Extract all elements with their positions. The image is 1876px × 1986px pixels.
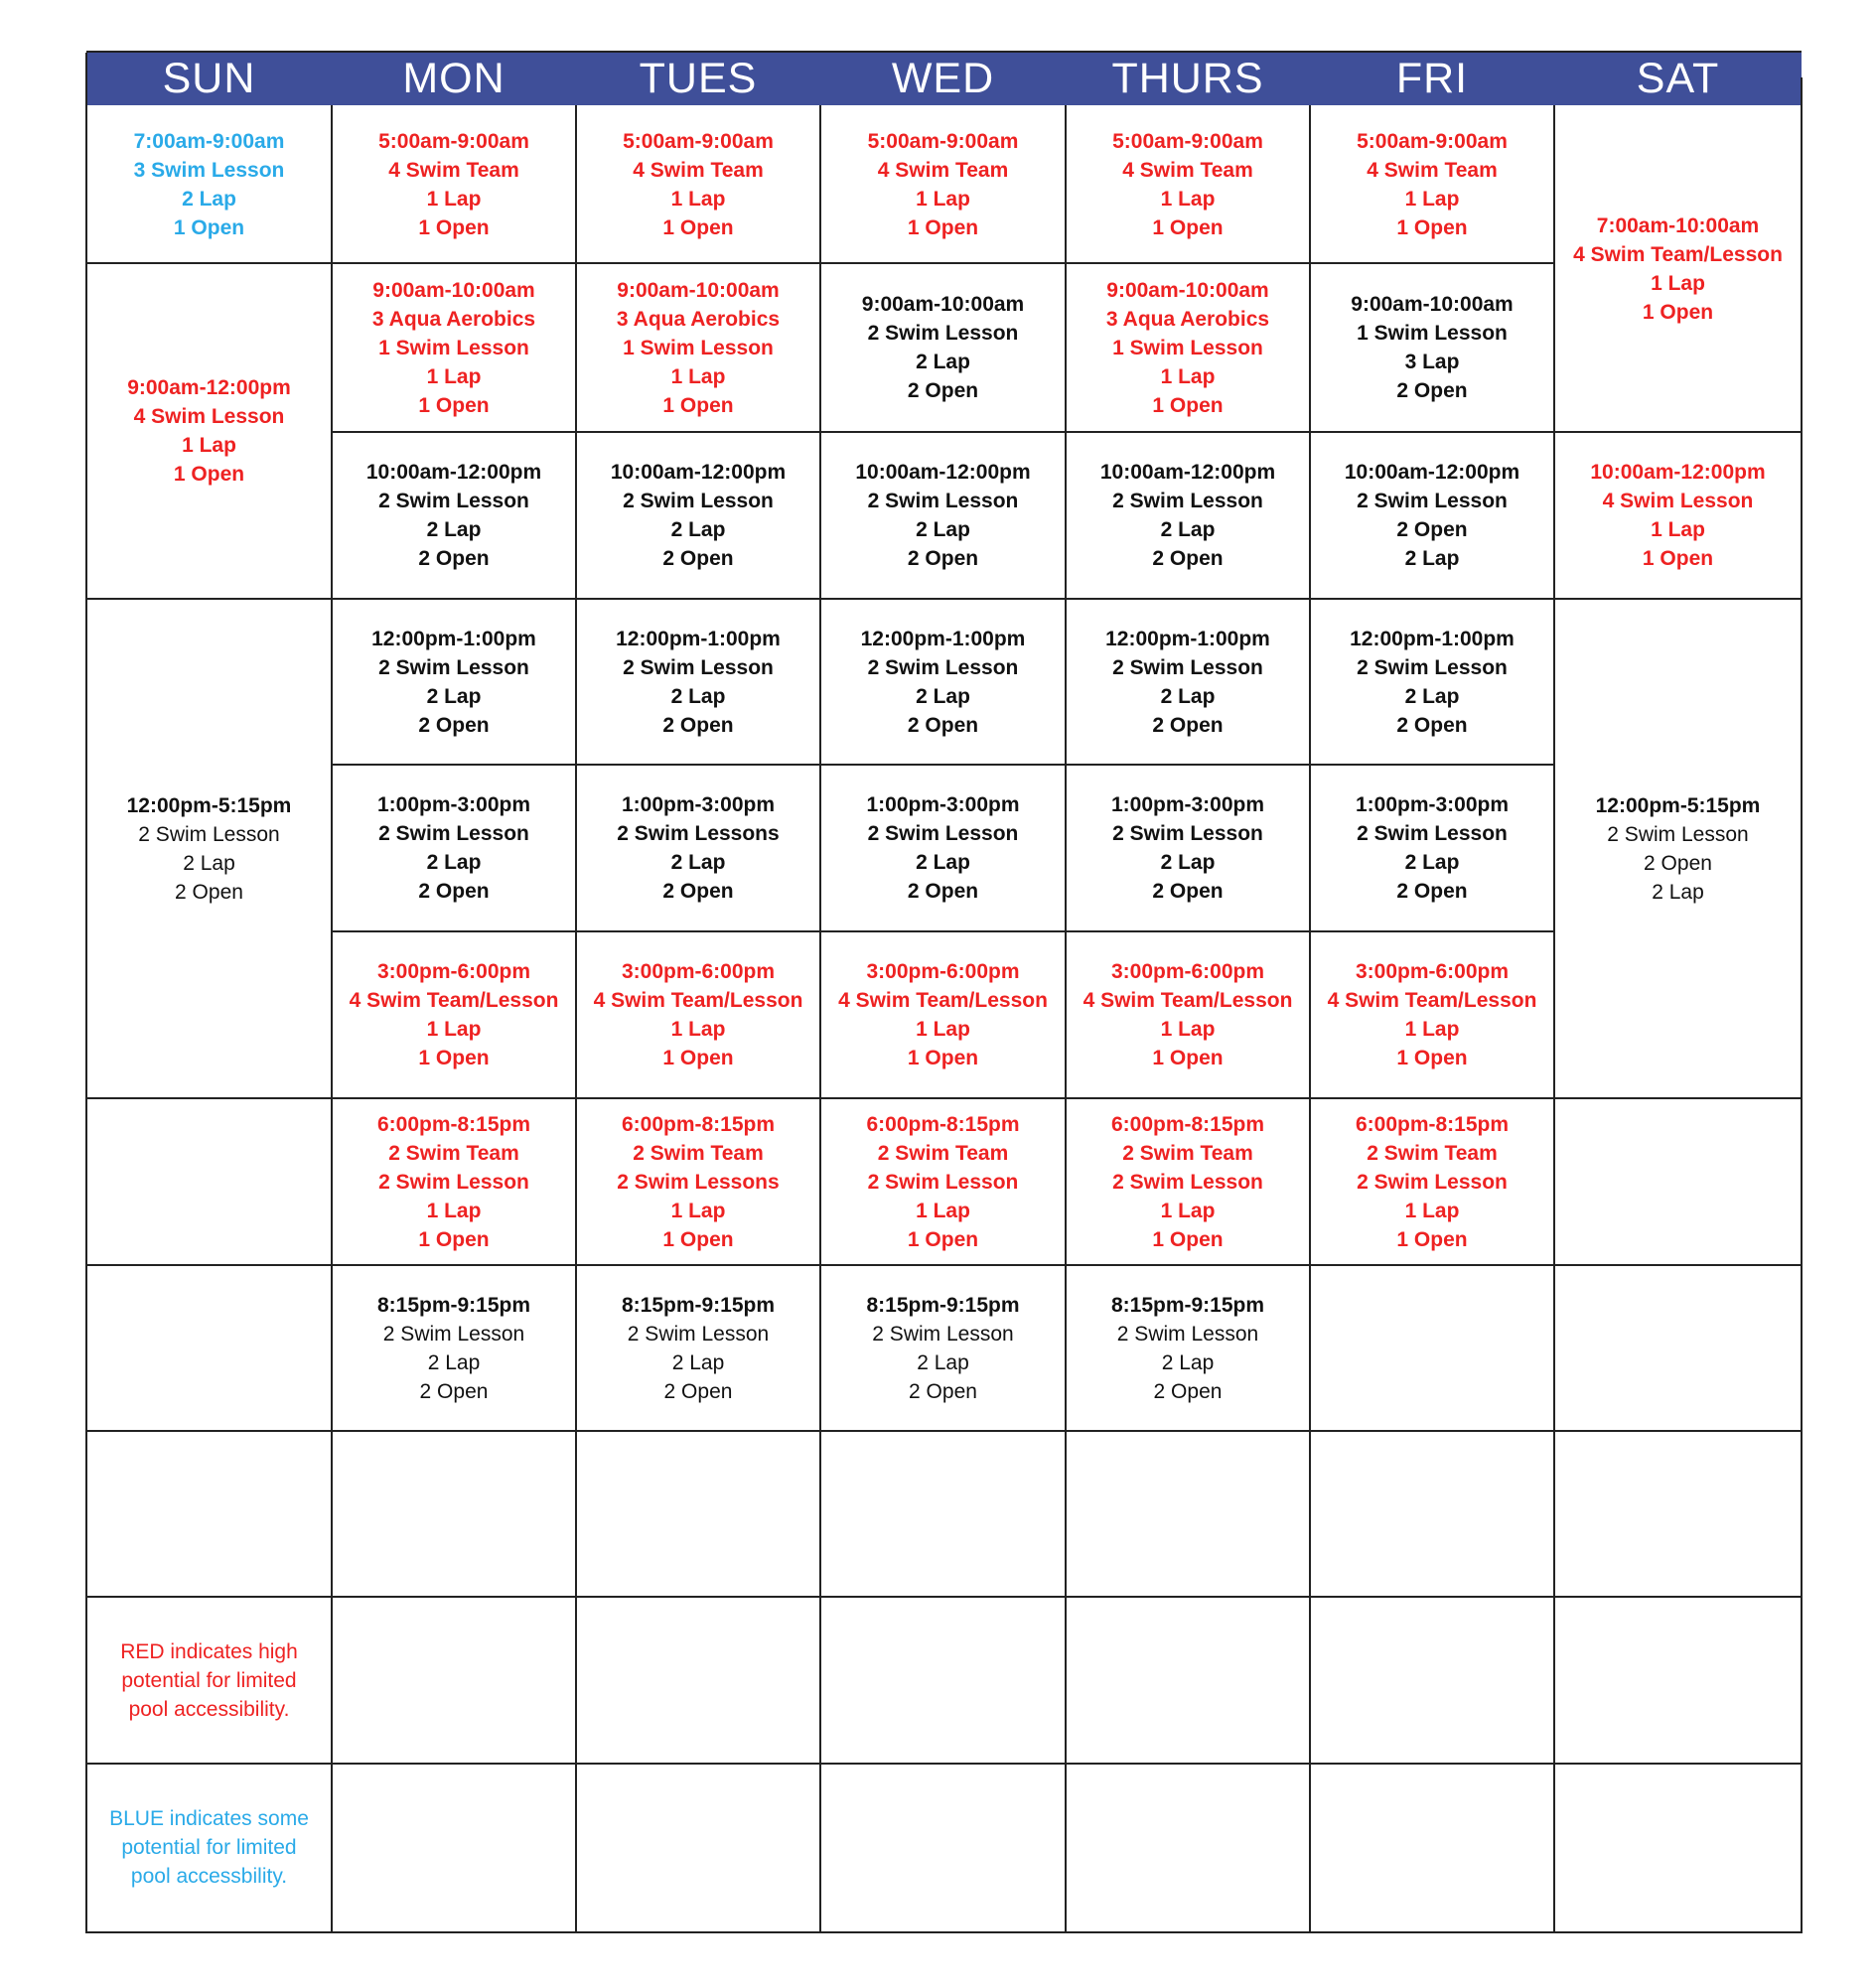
col-line-0 (85, 53, 87, 1933)
slot-time: 12:00pm-5:15pm (1595, 793, 1761, 817)
row-line-9 (86, 1596, 1802, 1598)
slot-detail: 2 Open (907, 379, 979, 402)
slot-detail: 4 Swim Lesson (133, 405, 285, 428)
slot-detail: 2 Lap (916, 684, 970, 708)
slot-time: 8:15pm-9:15pm (866, 1293, 1020, 1317)
slot-time: 6:00pm-8:15pm (1355, 1112, 1510, 1136)
slot-wed-12pm (820, 599, 1066, 765)
slot-detail: 2 Lap (426, 684, 482, 708)
slot-detail: 2 Lap (670, 684, 726, 708)
slot-detail: 2 Swim Lesson (378, 822, 529, 845)
slot-detail: 1 Open (662, 1227, 734, 1251)
slot-wed-5am (820, 105, 1066, 263)
slot-time: 9:00am-10:00am (1351, 293, 1514, 316)
slot-detail: 2 Lap (1404, 684, 1460, 708)
slot-thu-1pm (1066, 765, 1310, 931)
slot-detail: 2 Open (663, 1379, 733, 1403)
slot-fri-3pm (1310, 931, 1554, 1098)
slot-detail: 1 Open (1152, 1227, 1224, 1251)
slot-detail: 2 Swim Lesson (1112, 655, 1263, 679)
slot-wed-10am (820, 432, 1066, 599)
slot-detail: 2 Open (907, 713, 979, 737)
slot-detail: 1 Lap (1651, 271, 1705, 295)
slot-time: 3:00pm-6:00pm (866, 960, 1020, 983)
row-line-8 (86, 1430, 1802, 1432)
slot-detail: 2 Swim Team (633, 1141, 764, 1165)
slot-detail: 2 Open (419, 1379, 489, 1403)
slot-detail: 4 Swim Team/Lesson (1573, 242, 1783, 266)
header-mon: MON (332, 53, 576, 105)
col-line-4 (1065, 105, 1067, 1933)
slot-detail: 1 Lap (670, 1018, 726, 1041)
slot-detail: 2 Lap (1652, 880, 1704, 904)
slot-detail: 2 Swim Lesson (1116, 1322, 1259, 1346)
slot-detail: 2 Open (418, 547, 490, 570)
slot-detail: 1 Swim Lesson (623, 336, 774, 359)
slot-detail: 1 Lap (1160, 1199, 1216, 1222)
legend-red-note: RED indicates high potential for limited pool accessibility. (120, 1639, 298, 1721)
slot-sat-7am (1554, 105, 1802, 432)
slot-time: 9:00am-10:00am (372, 278, 535, 302)
slot-time: 10:00am-12:00pm (855, 461, 1031, 484)
slot-mon-10am (332, 432, 576, 599)
slot-wed-6pm (820, 1098, 1066, 1265)
slot-time: 6:00pm-8:15pm (376, 1112, 531, 1136)
header-wed: WED (820, 53, 1066, 105)
slot-detail: 2 Lap (1160, 518, 1216, 541)
slot-detail: 2 Swim Lesson (1112, 822, 1263, 845)
slot-detail: 2 Open (418, 880, 490, 903)
slot-detail: 2 Open (1644, 851, 1712, 875)
slot-tue-9am (576, 263, 820, 432)
slot-thu-10am (1066, 432, 1310, 599)
slot-detail: 1 Open (907, 1227, 979, 1251)
slot-time: 1:00pm-3:00pm (621, 793, 776, 816)
slot-detail: 2 Swim Lesson (138, 822, 280, 846)
slot-time: 6:00pm-8:15pm (1110, 1112, 1265, 1136)
slot-detail: 2 Open (1152, 713, 1224, 737)
slot-thu-3pm (1066, 931, 1310, 1098)
slot-time: 3:00pm-6:00pm (1110, 960, 1265, 983)
row-line-6 (86, 1097, 1802, 1099)
row-line-3 (86, 598, 1802, 600)
slot-detail: 1 Swim Lesson (1357, 322, 1508, 345)
slot-detail: 2 Lap (1160, 851, 1216, 874)
slot-detail: 3 Swim Lesson (133, 158, 285, 182)
slot-detail: 4 Swim Team (877, 158, 1009, 182)
slot-time: 10:00am-12:00pm (1590, 461, 1766, 484)
slot-detail: 4 Swim Team/Lesson (1327, 989, 1537, 1012)
slot-time: 1:00pm-3:00pm (1355, 793, 1510, 816)
slot-tue-1pm (576, 765, 820, 931)
slot-detail: 1 Swim Lesson (1112, 336, 1263, 359)
slot-detail: 2 Lap (917, 1350, 969, 1374)
slot-detail: 2 Swim Team (1367, 1141, 1498, 1165)
slot-time: 5:00am-9:00am (867, 129, 1019, 153)
slot-detail: 1 Lap (1160, 1018, 1216, 1041)
slot-time: 12:00pm-1:00pm (371, 627, 536, 650)
slot-detail: 2 Open (175, 880, 243, 904)
slot-detail: 1 Open (418, 393, 490, 417)
slot-detail: 1 Lap (1404, 1199, 1460, 1222)
slot-fri-6pm (1310, 1098, 1554, 1265)
slot-time: 10:00am-12:00pm (610, 461, 787, 484)
slot-time: 1:00pm-3:00pm (1110, 793, 1265, 816)
slot-detail: 2 Swim Lesson (378, 1170, 529, 1194)
slot-detail: 2 Swim Lesson (1357, 1170, 1508, 1194)
slot-detail: 2 Lap (183, 851, 235, 875)
slot-detail: 2 Open (1152, 880, 1224, 903)
col-line-3 (819, 105, 821, 1933)
slot-time: 7:00am-9:00am (133, 129, 285, 153)
slot-detail: 2 Swim Lesson (1607, 822, 1749, 846)
slot-detail: 2 Lap (916, 518, 970, 541)
slot-detail: 4 Swim Team/Lesson (838, 989, 1048, 1012)
bottom-border (86, 1931, 1802, 1933)
slot-detail: 2 Swim Lesson (378, 655, 529, 679)
slot-time: 1:00pm-3:00pm (866, 793, 1020, 816)
slot-detail: 3 Aqua Aerobics (371, 307, 536, 331)
col-line-6 (1553, 105, 1555, 1933)
slot-detail: 4 Swim Team/Lesson (593, 989, 803, 1012)
slot-detail: 1 Open (1152, 215, 1224, 239)
slot-detail: 1 Lap (916, 187, 970, 211)
slot-thu-815pm (1066, 1265, 1310, 1431)
slot-time: 10:00am-12:00pm (365, 461, 542, 484)
col-line-5 (1309, 105, 1311, 1933)
col-line-1 (331, 105, 333, 1933)
slot-time: 5:00am-9:00am (623, 129, 774, 153)
slot-sun-9am (86, 263, 332, 599)
slot-time: 12:00pm-1:00pm (860, 627, 1026, 650)
slot-detail: 2 Open (662, 880, 734, 903)
slot-time: 9:00am-10:00am (861, 293, 1025, 316)
slot-detail: 2 Open (1396, 880, 1468, 903)
slot-wed-1pm (820, 765, 1066, 931)
slot-detail: 2 Lap (182, 187, 236, 211)
slot-detail: 2 Swim Lesson (1357, 490, 1508, 512)
row-line-5 (332, 930, 1554, 932)
slot-detail: 2 Swim Lesson (867, 822, 1019, 845)
slot-detail: 1 Open (418, 1227, 490, 1251)
slot-fri-1pm (1310, 765, 1554, 931)
slot-detail: 4 Swim Team (1122, 158, 1253, 182)
slot-detail: 1 Open (418, 1047, 490, 1069)
slot-detail: 2 Lap (916, 851, 970, 874)
slot-wed-3pm (820, 931, 1066, 1098)
slot-detail: 1 Open (662, 1047, 734, 1069)
slot-detail: 1 Lap (182, 434, 236, 457)
slot-detail: 1 Open (173, 215, 245, 239)
slot-detail: 1 Lap (426, 1018, 482, 1041)
slot-detail: 1 Lap (1160, 364, 1216, 388)
slot-detail: 2 Swim Lesson (867, 655, 1019, 679)
slot-detail: 2 Swim Lesson (1357, 822, 1508, 845)
row-line-mon-sat-2 (332, 431, 1802, 433)
slot-detail: 1 Lap (670, 187, 726, 211)
slot-detail: 2 Open (662, 547, 734, 570)
row-line-10 (86, 1763, 1802, 1765)
slot-mon-1pm (332, 765, 576, 931)
slot-detail: 2 Open (909, 1379, 977, 1403)
slot-time: 12:00pm-1:00pm (1350, 627, 1515, 650)
slot-time: 5:00am-9:00am (1112, 129, 1263, 153)
header-fri: FRI (1310, 53, 1554, 105)
slot-detail: 2 Open (1396, 518, 1468, 541)
slot-time: 9:00am-10:00am (1106, 278, 1269, 302)
slot-detail: 4 Swim Team/Lesson (1082, 989, 1293, 1012)
slot-time: 3:00pm-6:00pm (376, 960, 531, 983)
slot-detail: 2 Open (1153, 1379, 1223, 1403)
slot-time: 10:00am-12:00pm (1099, 461, 1276, 484)
slot-detail: 4 Swim Lesson (1602, 490, 1754, 512)
slot-time: 6:00pm-8:15pm (621, 1112, 776, 1136)
slot-detail: 2 Swim Lesson (867, 1170, 1019, 1194)
slot-time: 10:00am-12:00pm (1344, 461, 1520, 484)
slot-tue-3pm (576, 931, 820, 1098)
header-tue: TUES (576, 53, 820, 105)
slot-wed-815pm (820, 1265, 1066, 1431)
slot-detail: 2 Swim Lesson (378, 490, 529, 512)
slot-time: 1:00pm-3:00pm (376, 793, 531, 816)
slot-time: 8:15pm-9:15pm (1110, 1293, 1265, 1317)
slot-detail: 2 Swim Lessons (617, 822, 780, 845)
slot-mon-12pm (332, 599, 576, 765)
slot-sun-12pm (86, 599, 332, 1098)
row-line-4 (332, 764, 1554, 766)
slot-tue-12pm (576, 599, 820, 765)
slot-detail: 2 Swim Lesson (1357, 655, 1508, 679)
slot-detail: 2 Swim Lesson (623, 490, 774, 512)
slot-detail: 1 Open (1152, 1047, 1224, 1069)
slot-mon-3pm (332, 931, 576, 1098)
slot-fri-5am (1310, 105, 1554, 263)
slot-time: 5:00am-9:00am (378, 129, 529, 153)
slot-detail: 1 Lap (426, 187, 482, 211)
slot-detail: 2 Lap (670, 518, 726, 541)
slot-wed-9am (820, 263, 1066, 432)
slot-mon-6pm (332, 1098, 576, 1265)
slot-detail: 1 Open (418, 215, 490, 239)
slot-thu-9am (1066, 263, 1310, 432)
slot-fri-9am (1310, 263, 1554, 432)
legend-blue-note: BLUE indicates some potential for limited pool accessbility. (109, 1806, 309, 1888)
slot-detail: 1 Open (173, 463, 245, 486)
slot-mon-5am (332, 105, 576, 263)
slot-detail: 1 Open (662, 215, 734, 239)
header-sun: SUN (86, 53, 332, 105)
slot-detail: 1 Lap (1160, 187, 1216, 211)
slot-detail: 2 Swim Lesson (623, 655, 774, 679)
top-border (86, 51, 1802, 53)
row-line-sun-fri-1 (86, 262, 1554, 264)
slot-detail: 1 Open (907, 215, 979, 239)
slot-detail: 1 Open (1642, 547, 1714, 570)
slot-detail: 2 Swim Lesson (627, 1322, 770, 1346)
slot-detail: 1 Lap (916, 1018, 970, 1041)
slot-detail: 1 Open (907, 1047, 979, 1069)
slot-detail: 3 Aqua Aerobics (1105, 307, 1270, 331)
slot-thu-5am (1066, 105, 1310, 263)
slot-detail: 1 Open (1396, 1047, 1468, 1069)
slot-sat-10am (1554, 432, 1802, 599)
header-sat: SAT (1554, 53, 1802, 105)
slot-detail: 1 Lap (426, 364, 482, 388)
slot-detail: 2 Swim Lesson (867, 490, 1019, 512)
slot-detail: 2 Lap (426, 851, 482, 874)
slot-detail: 1 Open (662, 393, 734, 417)
slot-tue-5am (576, 105, 820, 263)
slot-detail: 2 Lap (671, 1350, 725, 1374)
slot-sat-12pm (1554, 599, 1802, 1098)
slot-detail: 2 Lap (1160, 684, 1216, 708)
slot-detail: 2 Swim Lesson (1112, 1170, 1263, 1194)
slot-detail: 2 Open (662, 713, 734, 737)
slot-thu-12pm (1066, 599, 1310, 765)
slot-time: 3:00pm-6:00pm (621, 960, 776, 983)
slot-time: 12:00pm-1:00pm (616, 627, 781, 650)
slot-detail: 1 Lap (1404, 187, 1460, 211)
slot-time: 8:15pm-9:15pm (621, 1293, 776, 1317)
slot-detail: 2 Lap (1404, 851, 1460, 874)
slot-detail: 2 Swim Team (388, 1141, 519, 1165)
slot-time: 9:00am-10:00am (617, 278, 780, 302)
header-thu: THURS (1066, 53, 1310, 105)
slot-detail: 1 Lap (670, 364, 726, 388)
slot-mon-9am (332, 263, 576, 432)
slot-detail: 1 Open (1396, 1227, 1468, 1251)
slot-detail: 1 Open (1642, 300, 1714, 324)
slot-time: 9:00am-12:00pm (127, 376, 291, 399)
slot-detail: 3 Aqua Aerobics (616, 307, 781, 331)
slot-time: 5:00am-9:00am (1357, 129, 1508, 153)
slot-detail: 2 Swim Lesson (382, 1322, 525, 1346)
slot-tue-10am (576, 432, 820, 599)
slot-detail: 4 Swim Team (633, 158, 764, 182)
slot-detail: 2 Lap (670, 851, 726, 874)
slot-detail: 2 Lap (916, 351, 970, 373)
slot-detail: 4 Swim Team (1367, 158, 1498, 182)
slot-time: 7:00am-10:00am (1596, 213, 1760, 237)
slot-detail: 4 Swim Team/Lesson (349, 989, 559, 1012)
slot-detail: 2 Swim Lessons (617, 1170, 780, 1194)
slot-time: 3:00pm-6:00pm (1355, 960, 1510, 983)
slot-detail: 2 Lap (426, 518, 482, 541)
slot-detail: 1 Swim Lesson (378, 336, 529, 359)
slot-detail: 1 Open (1152, 393, 1224, 417)
slot-detail: 4 Swim Team (388, 158, 519, 182)
slot-detail: 1 Lap (1651, 518, 1705, 541)
slot-time: 12:00pm-5:15pm (126, 793, 292, 817)
slot-mon-815pm (332, 1265, 576, 1431)
col-line-7 (1801, 77, 1803, 1933)
slot-tue-6pm (576, 1098, 820, 1265)
slot-time: 12:00pm-1:00pm (1105, 627, 1270, 650)
slot-detail: 2 Open (418, 713, 490, 737)
slot-detail: 2 Lap (1404, 547, 1460, 570)
slot-detail: 1 Lap (916, 1199, 970, 1222)
slot-detail: 2 Lap (427, 1350, 481, 1374)
row-line-7 (86, 1264, 1802, 1266)
slot-detail: 2 Open (1152, 547, 1224, 570)
slot-detail: 2 Swim Lesson (867, 322, 1019, 345)
slot-detail: 3 Lap (1404, 351, 1460, 373)
col-line-2 (575, 105, 577, 1933)
slot-detail: 2 Swim Team (1122, 1141, 1253, 1165)
slot-detail: 2 Swim Lesson (872, 1322, 1014, 1346)
slot-detail: 2 Swim Team (877, 1141, 1009, 1165)
slot-time: 8:15pm-9:15pm (376, 1293, 531, 1317)
slot-detail: 2 Open (907, 547, 979, 570)
slot-fri-10am (1310, 432, 1554, 599)
slot-sun-7am (86, 105, 332, 263)
slot-detail: 2 Open (1396, 713, 1468, 737)
slot-detail: 2 Lap (1161, 1350, 1215, 1374)
slot-detail: 1 Lap (1404, 1018, 1460, 1041)
slot-tue-815pm (576, 1265, 820, 1431)
slot-detail: 2 Open (1396, 379, 1468, 402)
slot-detail: 1 Lap (426, 1199, 482, 1222)
slot-fri-12pm (1310, 599, 1554, 765)
slot-detail: 2 Open (907, 880, 979, 903)
slot-detail: 2 Swim Lesson (1112, 490, 1263, 512)
slot-time: 6:00pm-8:15pm (866, 1112, 1020, 1136)
slot-detail: 1 Lap (670, 1199, 726, 1222)
slot-thu-6pm (1066, 1098, 1310, 1265)
slot-detail: 1 Open (1396, 215, 1468, 239)
